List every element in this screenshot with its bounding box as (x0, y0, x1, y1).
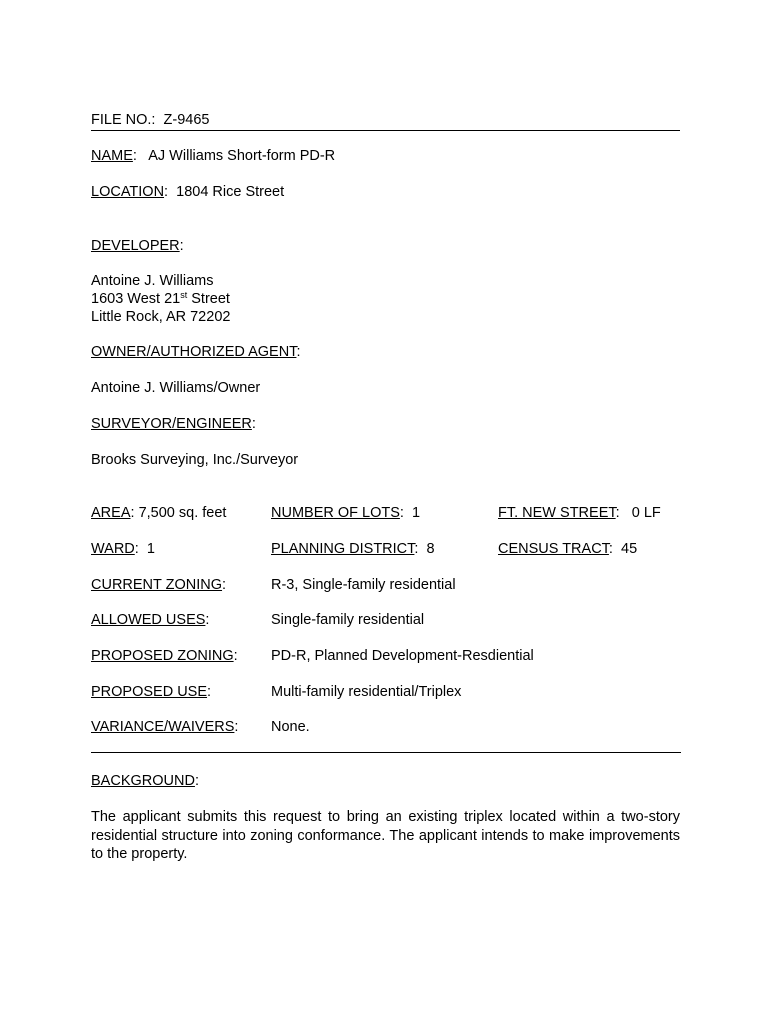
file-number-value: Z-9465 (163, 112, 210, 128)
background-label: BACKGROUND (91, 773, 195, 789)
proposed-zoning-value: PD-R, Planned Development-Resdiential (271, 648, 534, 664)
file-number-label: FILE NO.: (91, 112, 156, 128)
location-row: LOCATION: 1804 Rice Street (91, 184, 285, 200)
area-value: 7,500 sq. feet (138, 505, 227, 521)
background-paragraph: The applicant submits this request to bring an existing triplex located within a two-story residential structure into zoning conformance. The applicant intends to make improvements to the property. (91, 809, 680, 862)
ward-value: 1 (146, 541, 155, 557)
name-label: NAME (91, 148, 133, 164)
new-street-value: 0 LF (631, 505, 661, 521)
proposed-zoning-label: PROPOSED ZONING: (91, 648, 238, 664)
census-tract-field: CENSUS TRACT: 45 (498, 541, 638, 557)
planning-district-label: PLANNING DISTRICT (271, 541, 415, 557)
lots-field: NUMBER OF LOTS: 1 (271, 505, 421, 521)
background-heading: BACKGROUND: (91, 773, 199, 789)
owner-value: Antoine J. Williams/Owner (91, 380, 261, 396)
new-street-label: FT. NEW STREET (498, 505, 616, 521)
owner-label: OWNER/AUTHORIZED AGENT (91, 344, 297, 360)
developer-heading: DEVELOPER: (91, 238, 184, 254)
name-value: AJ Williams Short-form PD-R (148, 148, 336, 164)
allowed-uses-label: ALLOWED USES: (91, 612, 210, 628)
current-zoning-label: CURRENT ZONING: (91, 577, 227, 593)
current-zoning-value: R-3, Single-family residential (271, 577, 456, 593)
surveyor-value: Brooks Surveying, Inc./Surveyor (91, 452, 299, 468)
proposed-use-value: Multi-family residential/Triplex (271, 684, 462, 700)
planning-district-field: PLANNING DISTRICT: 8 (271, 541, 435, 557)
surveyor-label: SURVEYOR/ENGINEER (91, 416, 252, 432)
area-field: AREA: 7,500 sq. feet (91, 505, 227, 521)
current-zoning-label-text: CURRENT ZONING (91, 577, 223, 593)
census-tract-value: 45 (621, 541, 638, 557)
allowed-uses-label-text: ALLOWED USES (91, 612, 206, 628)
planning-district-value: 8 (426, 541, 435, 557)
developer-street (91, 290, 230, 308)
location-label: LOCATION (91, 184, 165, 200)
variance-value: None. (271, 719, 310, 735)
developer-street-name: Street (187, 291, 230, 307)
lots-label: NUMBER OF LOTS (271, 505, 400, 521)
developer-name: Antoine J. Williams (91, 273, 214, 289)
variance-label: VARIANCE/WAIVERS: (91, 719, 239, 735)
new-street-field: FT. NEW STREET: 0 LF (498, 505, 661, 521)
proposed-zoning-label-text: PROPOSED ZONING (91, 648, 234, 664)
file-number-header (91, 111, 680, 131)
surveyor-heading: SURVEYOR/ENGINEER: (91, 416, 256, 432)
name-row: NAME: AJ Williams Short-form PD-R (91, 148, 336, 164)
proposed-use-label: PROPOSED USE: (91, 684, 212, 700)
ward-label: WARD (91, 541, 135, 557)
ward-field: WARD: 1 (91, 541, 155, 557)
developer-label: DEVELOPER (91, 238, 180, 254)
allowed-uses-value: Single-family residential (271, 612, 425, 628)
proposed-use-label-text: PROPOSED USE (91, 684, 208, 700)
developer-city: Little Rock, AR 72202 (91, 309, 231, 325)
developer-street-number: 1603 West 21 (91, 291, 181, 307)
area-label: AREA (91, 505, 131, 521)
owner-heading: OWNER/AUTHORIZED AGENT: (91, 344, 301, 360)
location-value: 1804 Rice Street (176, 184, 285, 200)
lots-value: 1 (412, 505, 421, 521)
developer-street-suffix: st (180, 290, 188, 300)
variance-label-text: VARIANCE/WAIVERS (91, 719, 235, 735)
section-divider (91, 752, 681, 753)
census-tract-label: CENSUS TRACT (498, 541, 609, 557)
